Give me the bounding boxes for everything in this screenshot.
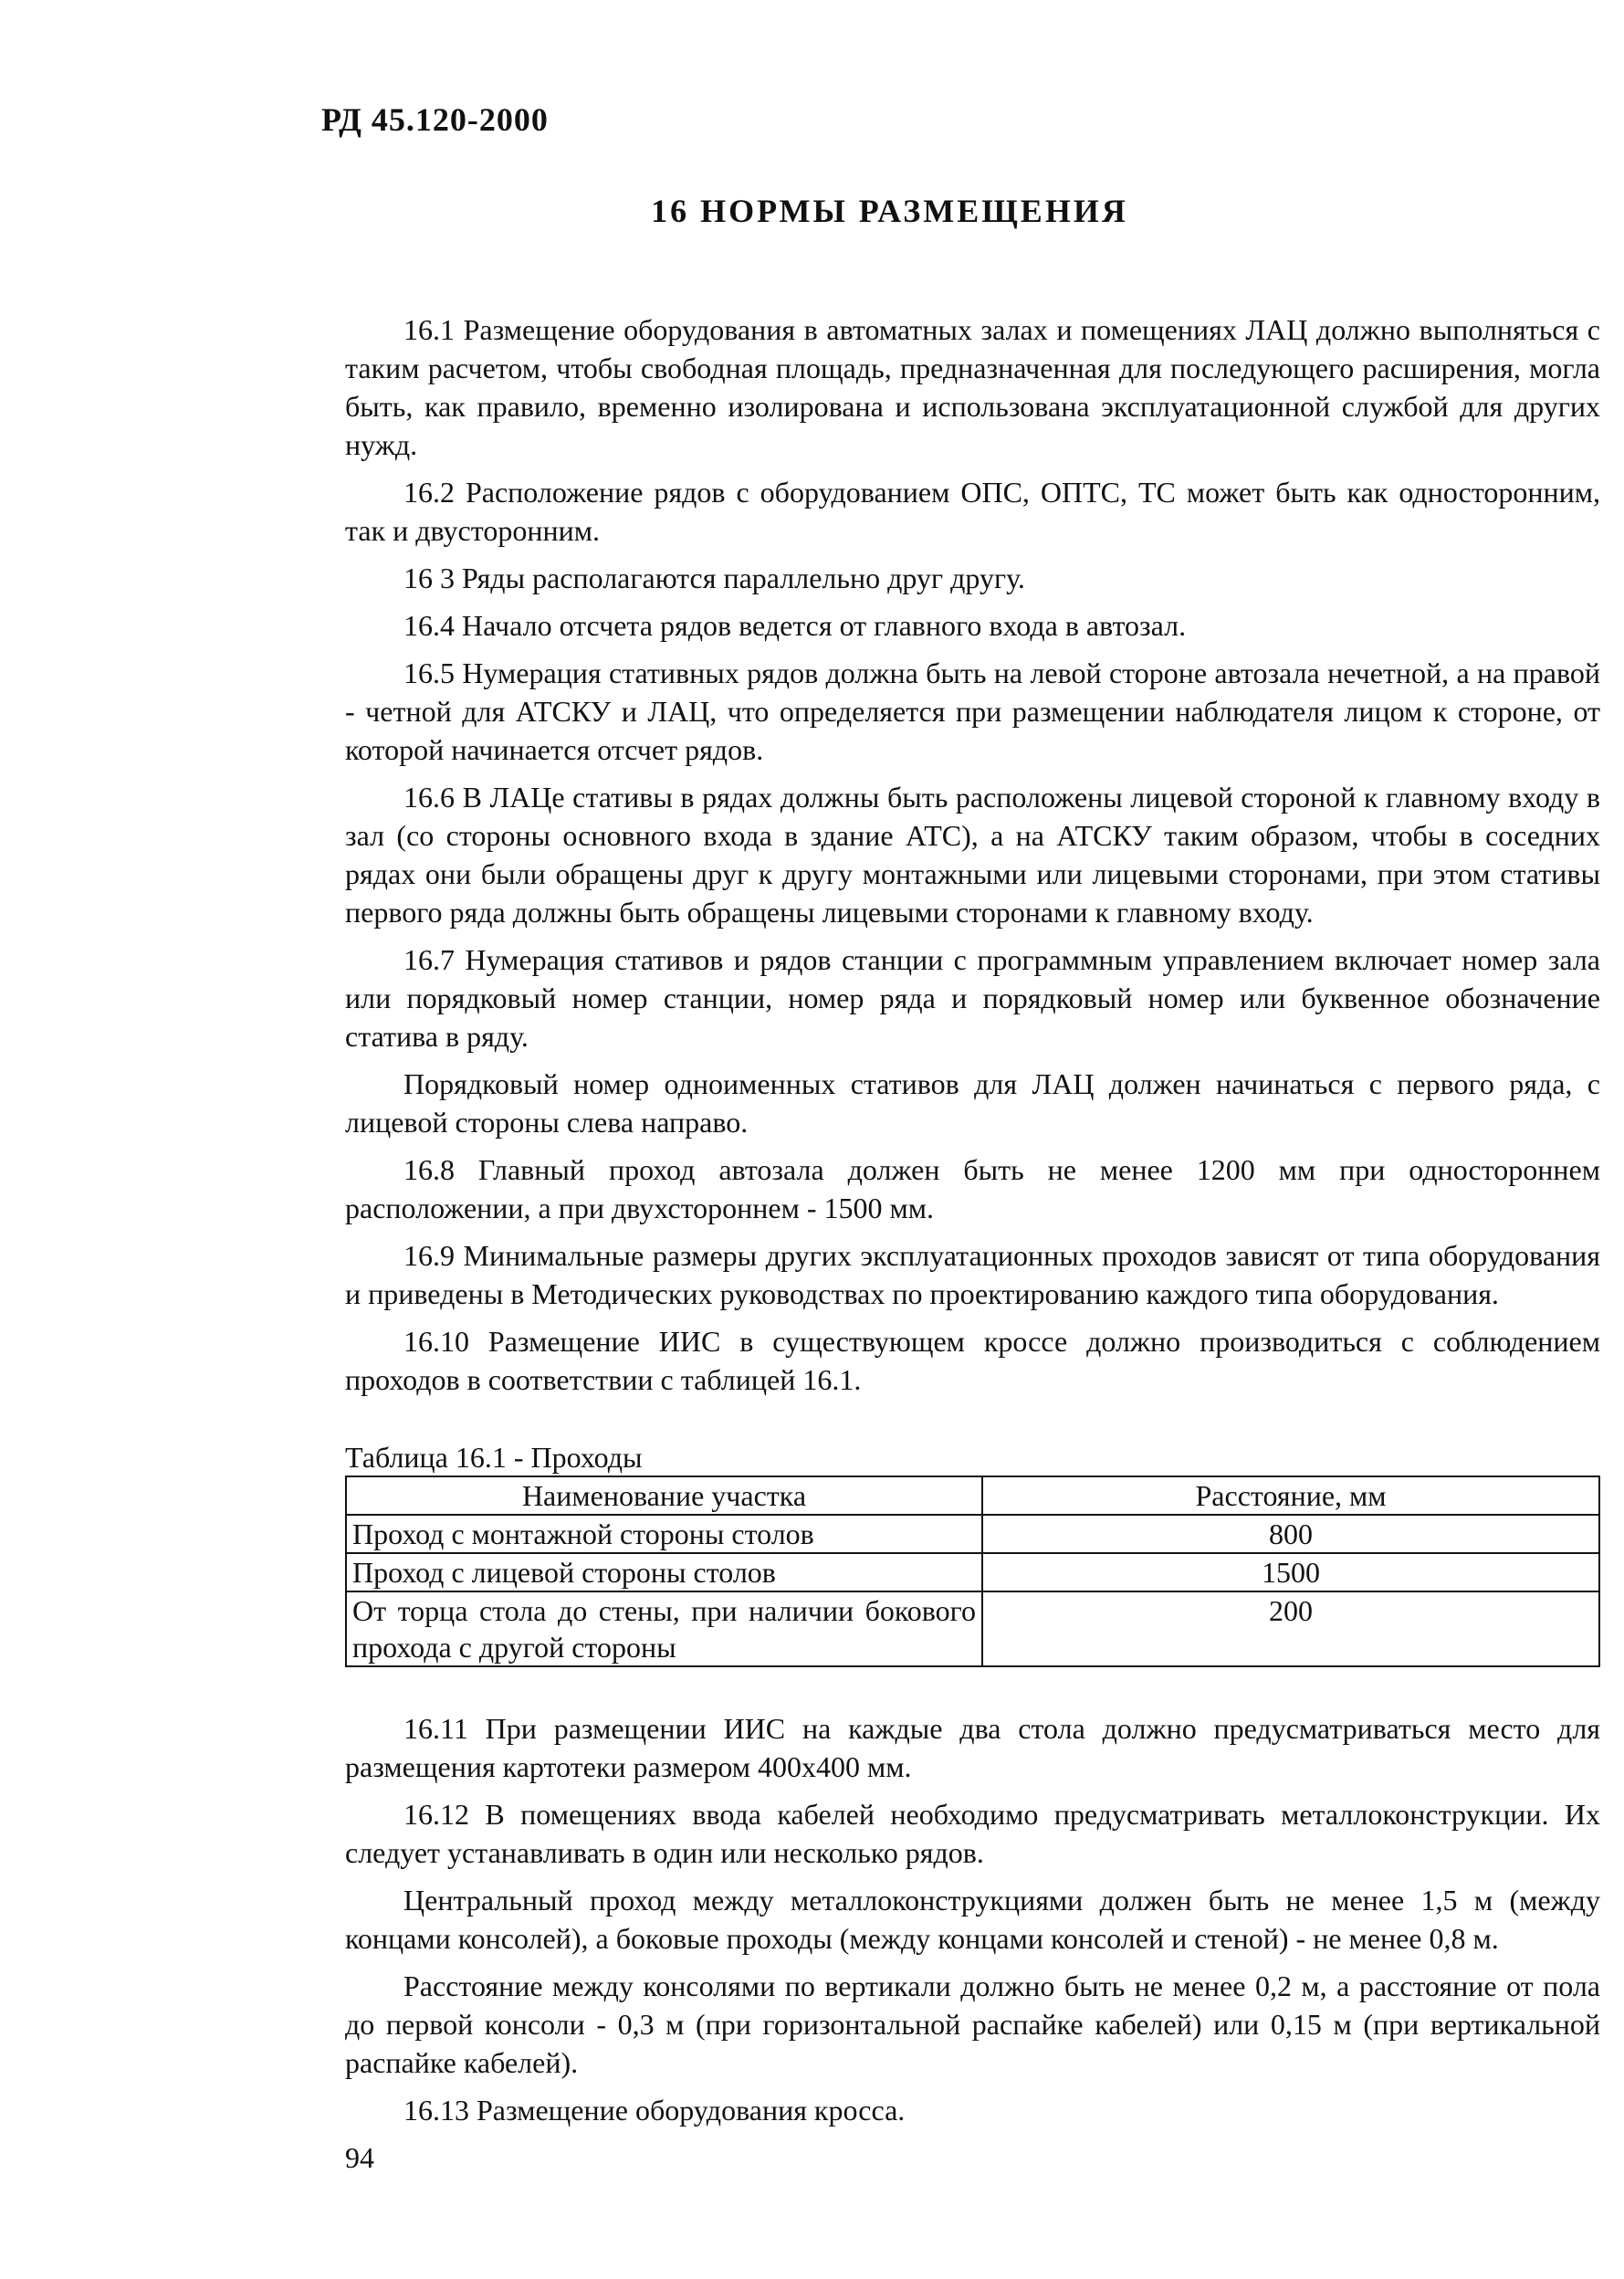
paragraph: 16.6 В ЛАЦе стативы в рядах должны быть расположены лицевой стороной к главному входу в зал (со стороны основного входа в здание АТС), а на АТСКУ таким образом, чтобы в соседних рядах они были обращены друг к другу монтажными или лицевыми сторонами, при этом стативы первого ряда должны быть обращены лицевыми сторонами к главному входу.	[345, 781, 1600, 929]
paragraph: 16.4 Начало отсчета рядов ведется от главного входа в автозал.	[403, 609, 1187, 642]
column-header: Наименование участка	[346, 1476, 982, 1515]
paragraph: 16.7 Нумерация стативов и рядов станции с программным управлением включает номер зала или порядковый номер станции, номер ряда и порядковый номер или буквенное обозначение статива в ряду.	[345, 943, 1600, 1053]
column-header: Расстояние, мм	[982, 1476, 1599, 1515]
paragraph: 16.10 Размещение ИИС в существующем кроссе должно производиться с соблюдением проходов в соответствии с таблицей 16.1.	[345, 1325, 1600, 1396]
table-header-row	[346, 1476, 1599, 1515]
paragraph: 16.9 Минимальные размеры других эксплуатационных проходов зависят от типа оборудования и приведены в Методических руководствах по проектированию каждого типа оборудования.	[345, 1239, 1600, 1310]
paragraph: 16.13 Размещение оборудования кросса.	[403, 2094, 906, 2127]
section-title: 16 НОРМЫ РАЗМЕЩЕНИЯ	[651, 193, 1128, 229]
paragraph: Расстояние между консолями по вертикали должно быть не менее 0,2 м, а расстояние от пола до первой консоли - 0,3 м (при горизонтальной распайке кабелей) или 0,15 м (при вертикальной распайке кабелей).	[345, 1969, 1600, 2079]
table-cell: Проход с лицевой стороны столов	[346, 1553, 982, 1591]
document-code: РД 45.120-2000	[321, 101, 549, 138]
table-cell: 200	[982, 1591, 1599, 1666]
table-cell: Проход с монтажной стороны столов	[346, 1515, 982, 1553]
paragraph: Порядковый номер одноименных стативов для ЛАЦ должен начинаться с первого ряда, с лицевой стороны слева направо.	[345, 1067, 1600, 1139]
paragraph: 16.2 Расположение рядов с оборудованием ОПС, ОПТС, ТС может быть как односторонним, так и двусторонним.	[345, 476, 1600, 547]
paragraph: 16.11 При размещении ИИС на каждые два стола должно предусматриваться место для размещения картотеки размером 400х400 мм.	[345, 1712, 1600, 1783]
paragraph: 16.1 Размещение оборудования в автоматных залах и помещениях ЛАЦ должно выполняться с таким расчетом, чтобы свободная площадь, предназначенная для последующего расширения, могла быть, как правило, временно изолирована и использована эксплуатационной службой для других нужд.	[345, 313, 1600, 461]
table-block	[345, 1439, 1600, 1667]
passages-table	[345, 1476, 1600, 1667]
table-cell: 800	[982, 1515, 1599, 1553]
table-row	[346, 1591, 1599, 1666]
paragraph: 16.12 В помещениях ввода кабелей необходимо предусматривать металлоконструкции. Их следует устанавливать в один или несколько рядов.	[345, 1798, 1600, 1869]
table-row	[346, 1515, 1599, 1553]
table-row	[346, 1553, 1599, 1591]
paragraph: 16.8 Главный проход автозала должен быть не менее 1200 мм при одностороннем расположении, а при двухстороннем - 1500 мм.	[345, 1153, 1600, 1224]
table-caption: Таблица 16.1 - Проходы	[345, 1441, 643, 1474]
document-body	[345, 310, 1600, 2138]
paragraph: 16.5 Нумерация стативных рядов должна быть на левой стороне автозала нечетной, а на правой - четной для АТСКУ и ЛАЦ, что определяется при размещении наблюдателя лицом к стороне, от которой начинается отсчет рядов.	[345, 656, 1600, 766]
paragraph: Центральный проход между металлоконструкциями должен быть не менее 1,5 м (между концами консолей), а боковые проходы (между концами консолей и стеной) - не менее 0,8 м.	[345, 1884, 1600, 1955]
paragraph: 16 3 Ряды располагаются параллельно друг другу.	[403, 562, 1025, 594]
table-cell: 1500	[982, 1553, 1599, 1591]
page-number: 94	[345, 2141, 374, 2174]
table-cell: От торца стола до стены, при наличии бокового прохода с другой стороны	[346, 1591, 982, 1666]
